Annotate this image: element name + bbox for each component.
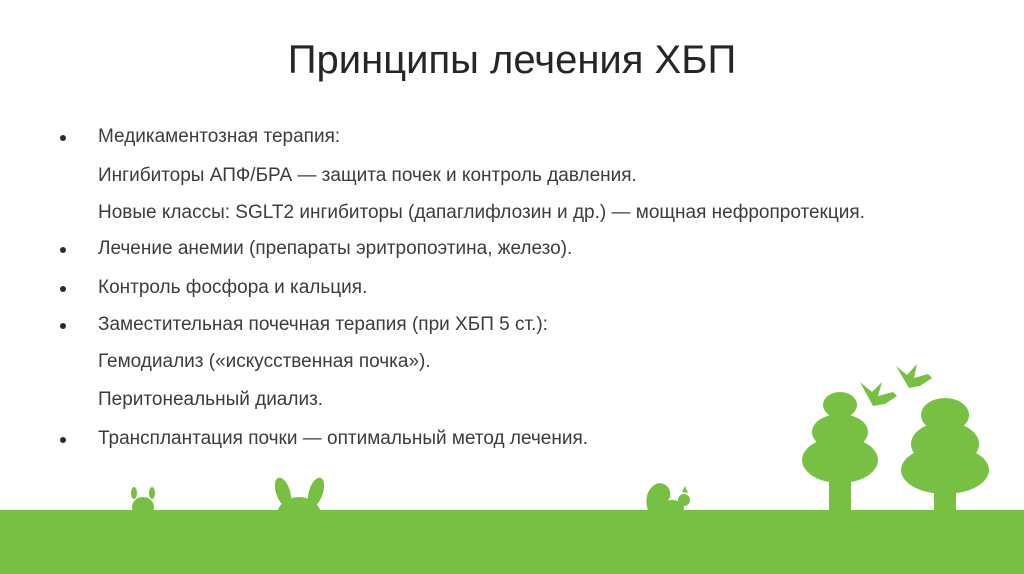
list-item	[58, 238, 918, 260]
list-item	[58, 314, 918, 336]
list-item	[58, 277, 918, 299]
squirrel-icon	[646, 483, 690, 517]
sub-list-item	[58, 202, 918, 224]
sub-list-item	[58, 389, 918, 411]
bullet-dot-icon	[60, 247, 66, 253]
list-item-text: Лечение анемии (препараты эритропоэтина, железо).	[98, 238, 573, 259]
rabbit-icon	[131, 487, 155, 522]
bullet-dot-icon	[60, 323, 66, 329]
list-item-text: Ингибиторы АПФ/БРА — защита почек и контроль давления.	[98, 165, 637, 186]
list-item	[58, 126, 918, 148]
bunny-icon	[272, 476, 328, 548]
bullet-list	[58, 118, 918, 450]
list-item	[58, 428, 918, 450]
bullet-dot-icon	[60, 437, 66, 443]
list-item-text: Гемодиализ («искусственная почка»).	[98, 351, 431, 372]
grass-ground	[0, 510, 1024, 574]
list-item-text: Медикаментозная терапия:	[98, 126, 341, 147]
sub-list-item	[58, 351, 918, 373]
list-item-text: Новые классы: SGLT2 ингибиторы (дапаглифлозин и др.) — мощная нефропротекция.	[98, 202, 865, 223]
list-item-text: Трансплантация почки — оптимальный метод лечения.	[98, 428, 589, 449]
slide-title: Принципы лечения ХБП	[287, 38, 737, 82]
sub-list-item	[58, 165, 918, 187]
list-item-text: Заместительная почечная терапия (при ХБП 5 ст.):	[98, 314, 548, 335]
list-item-text: Перитонеальный диализ.	[98, 389, 324, 410]
list-item-text: Контроль фосфора и кальция.	[98, 277, 368, 298]
bullet-dot-icon	[60, 135, 66, 141]
bullet-dot-icon	[60, 286, 66, 292]
